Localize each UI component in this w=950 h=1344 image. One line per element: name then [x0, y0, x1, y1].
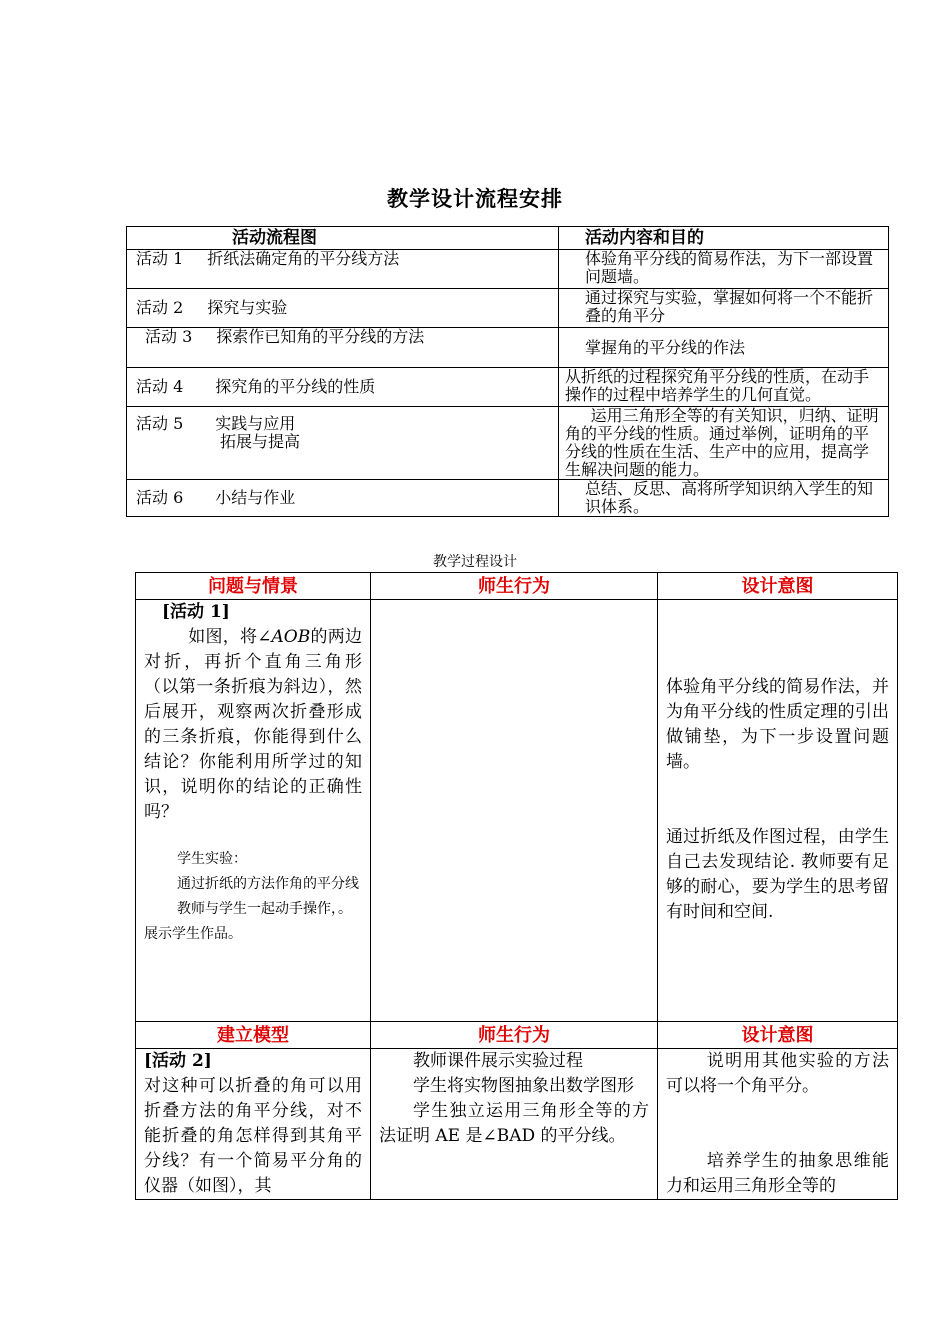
activity-name: 探究角的平分线的性质	[215, 377, 376, 396]
header-model: 建立模型	[136, 1022, 371, 1049]
experiment-title: 学生实验：	[177, 851, 247, 867]
scene-cell	[136, 600, 371, 1022]
behavior-text: 学生将实物图抽象出数学图形	[413, 1076, 634, 1096]
activity-cell	[127, 289, 559, 328]
activity-name: 探索作已知角的平分线的方法	[216, 327, 425, 346]
activity-name: 折纸法确定角的平分线方法	[207, 249, 400, 268]
activity-label: [活动 1]	[162, 602, 230, 622]
header-intent: 设计意图	[658, 573, 898, 600]
intent-text: 通过折纸及作图过程，由学生自己去发现结论. 教师要有足够的耐心，要为学生的思考留有时间和空间.	[666, 827, 889, 922]
behavior-text: 学生独立运用三角形全等的方法证明 AE 是∠BAD 的平分线。	[379, 1101, 649, 1146]
behavior-cell	[371, 1049, 658, 1200]
content-cell: 通过探究与实验，掌握如何将一个不能折叠的角平分	[559, 289, 889, 328]
header-behavior: 师生行为	[371, 1022, 658, 1049]
activity-number: 活动 6	[136, 488, 184, 507]
content-text: 运用三角形全等的有关知识，归纳、证明角的平分线的性质。通过举例，证明角的平分线的性质在生活、生产中的应用，提高学生解决问题的能力。	[565, 406, 879, 479]
activity-name: 实践与应用	[215, 414, 296, 433]
behavior-text: 教师课件展示实验过程	[413, 1051, 583, 1071]
activity-cell	[127, 480, 559, 517]
header-content: 活动内容和目的	[559, 227, 889, 250]
process-header-1	[136, 573, 898, 600]
experiment-step: 通过折纸的方法作角的平分线	[177, 876, 359, 892]
activity-cell	[127, 328, 559, 368]
content-cell: 体验角平分线的简易作法，为下一部设置问题墙。	[559, 250, 889, 289]
activity-label: [活动 2]	[144, 1051, 212, 1071]
intent-text: 体验角平分线的简易作法，并为角平分线的性质定理的引出做铺垫，为下一步设置问题墙。	[666, 677, 889, 772]
table-row	[136, 600, 898, 1022]
intent-cell	[658, 600, 898, 1022]
content-cell: 从折纸的过程探究角平分线的性质，在动手操作的过程中培养学生的几何直觉。	[559, 368, 889, 407]
scene-cell	[136, 1049, 371, 1200]
table-row	[127, 480, 889, 517]
process-header-2	[136, 1022, 898, 1049]
activity-question	[144, 625, 362, 825]
flow-table-header	[127, 227, 889, 250]
intent-text: 培养学生的抽象思维能力和运用三角形全等的	[666, 1151, 889, 1196]
table-row	[136, 1049, 898, 1200]
header-intent: 设计意图	[658, 1022, 898, 1049]
activity-number: 活动 1	[136, 249, 184, 268]
experiment-step: 教师与学生一起动手操作，。	[177, 901, 352, 917]
flow-table	[126, 226, 889, 517]
activity-number: 活动 5	[136, 414, 184, 433]
behavior-cell	[371, 600, 658, 1022]
table-row	[127, 407, 889, 480]
page-title: 教学设计流程安排	[387, 186, 563, 211]
content-cell: 总结、反思、高将所学知识纳入学生的知识体系。	[559, 480, 889, 517]
activity-cell	[127, 368, 559, 407]
activity-name: 探究与实验	[207, 298, 288, 317]
table-row	[127, 368, 889, 407]
experiment-step: 展示学生作品。	[144, 926, 242, 942]
process-title: 教学过程设计	[433, 554, 517, 570]
activity-name: 小结与作业	[215, 488, 296, 507]
content-cell	[559, 407, 889, 480]
intent-cell	[658, 1049, 898, 1200]
table-row	[127, 250, 889, 289]
header-scene: 问题与情景	[136, 573, 371, 600]
activity-name-2: 拓展与提高	[220, 432, 301, 451]
angle-name: AOB	[271, 627, 311, 647]
intent-text: 说明用其他实验的方法可以将一个角平分。	[666, 1051, 889, 1096]
activity-number: 活动 4	[136, 377, 184, 396]
header-flow: 活动流程图	[127, 227, 559, 250]
activity-cell	[127, 407, 559, 480]
activity-number: 活动 2	[136, 298, 184, 317]
question-text: 的两边对折，再折个直角三角形（以第一条折痕为斜边），然后展开，观察两次折叠形成的三条折痕，你能得到什么结论？你能利用所学过的知识，说明你的结论的正确性吗？	[144, 627, 363, 822]
table-row	[127, 289, 889, 328]
activity-question: 对这种可以折叠的角可以用折叠方法的角平分线，对不能折叠的角怎样得到其角平分线？有一个简易平分角的仪器（如图），其	[144, 1076, 362, 1196]
header-behavior: 师生行为	[371, 573, 658, 600]
activity-number: 活动 3	[145, 327, 193, 346]
question-text: 如图，将∠	[188, 627, 272, 647]
table-row	[127, 328, 889, 368]
content-cell: 掌握角的平分线的作法	[559, 328, 889, 368]
activity-cell	[127, 250, 559, 289]
process-table	[135, 572, 898, 1200]
